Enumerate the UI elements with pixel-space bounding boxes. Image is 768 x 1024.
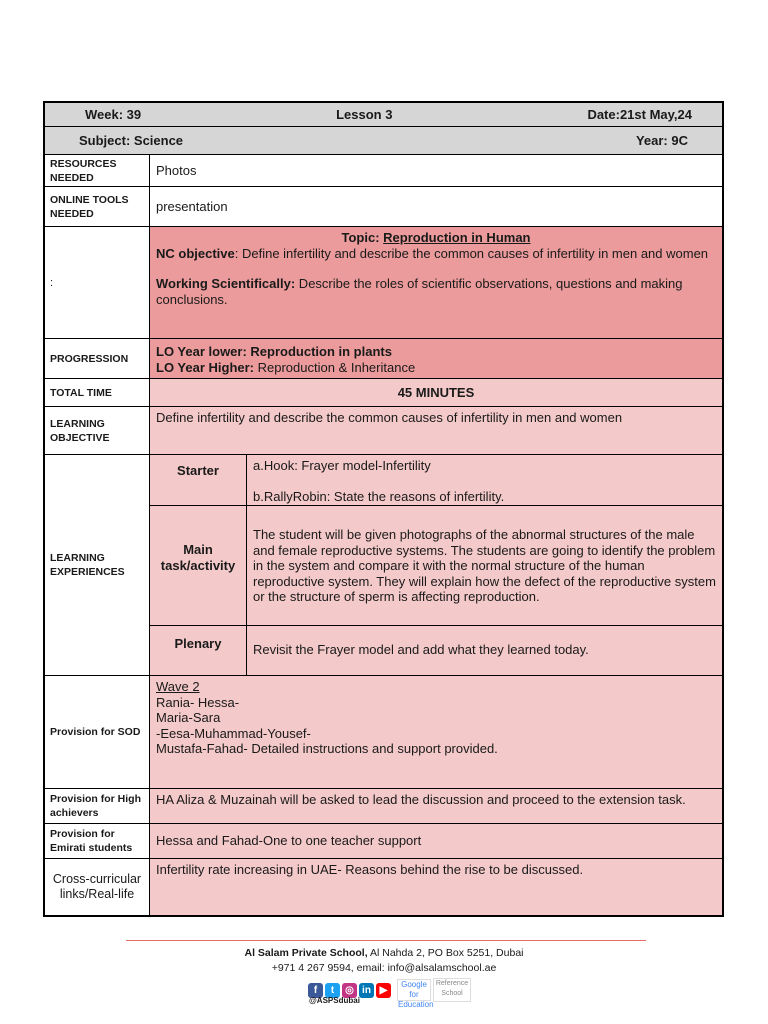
sod-label: Provision for SOD (45, 676, 150, 788)
nc-objective-text: : Define infertility and describe the common causes of infertility in men and women (234, 245, 709, 261)
footer-address-text: Al Nahda 2, PO Box 5251, Dubai (367, 947, 524, 959)
main-task-text: The student will be given photographs of the abnormal structures of the male and female reproductive systems. The students are going to identify the problem in the system and compare it with the normal structure of the human reproductive system. They will explain how the defect of the reproductive system or the structure of sperm is affecting reproduction. (253, 527, 716, 604)
nc-objective (156, 246, 716, 262)
high-achievers-label: Provision for High achievers (45, 789, 150, 823)
learning-experiences-cell (150, 455, 722, 675)
learning-objective-value: Define infertility and describe the common causes of infertility in men and women (150, 407, 722, 454)
instagram-icon[interactable]: ◎ (342, 983, 357, 998)
footer-contact: +971 4 267 9594, email: info@alsalamschool.ae (271, 962, 497, 974)
online-tools-value: presentation (150, 187, 722, 226)
resources-row (45, 155, 722, 187)
sod-cell (150, 676, 722, 788)
topic-title: Reproduction in Human (383, 230, 531, 245)
online-tools-row (45, 187, 722, 227)
working-scientifically-text: Describe the roles of scientific observations, questions and making conclusions. (156, 276, 683, 307)
progression-higher-label: LO Year Higher: (156, 359, 255, 375)
youtube-icon[interactable]: ▶ (376, 983, 391, 998)
topic-heading (156, 230, 716, 246)
main-task-label: Main task/activity (150, 506, 247, 625)
sod-line-4: Mustafa-Fahad- Detailed instructions and support provided. (156, 741, 498, 756)
learning-objective-label: LEARNING OBJECTIVE (45, 407, 150, 454)
topic-cell (150, 227, 722, 338)
sod-row (45, 676, 722, 789)
google-for-education-logo: Google for Education (398, 980, 434, 1009)
total-time-row (45, 379, 722, 407)
header-row (45, 103, 722, 127)
sod-line-3: -Eesa-Muhammad-Yousef- (156, 725, 311, 741)
cross-curricular-row (45, 859, 722, 915)
facebook-icon[interactable]: f (308, 983, 323, 998)
plenary-label: Plenary (150, 626, 247, 675)
subject-label: Subject: Science (79, 133, 184, 148)
starter-cell (247, 455, 722, 505)
footer-divider (126, 940, 646, 941)
emirati-label: Provision for Emirati students (45, 824, 150, 858)
reference-school-badge: Reference School (433, 978, 471, 1002)
social-handle: @ASPSdubai (309, 996, 360, 1005)
progression-row (45, 339, 722, 379)
emirati-value: Hessa and Fahad-One to one teacher support (150, 824, 722, 858)
topic-row-label: : (45, 227, 150, 338)
resources-label: RESOURCES NEEDED (45, 155, 150, 186)
learning-objective-row (45, 407, 722, 455)
topic-prefix: Topic: (341, 230, 380, 245)
online-tools-label: ONLINE TOOLS NEEDED (45, 187, 150, 226)
resources-value: Photos (150, 155, 722, 186)
emirati-row (45, 824, 722, 859)
plenary-text: Revisit the Frayer model and add what they learned today. (253, 642, 589, 657)
cross-curricular-label: Cross-curricular links/Real-life (45, 859, 150, 915)
week-label: Week: 39 (85, 107, 142, 122)
nc-objective-label: NC objective (156, 245, 235, 261)
starter-rallyrobin: b.RallyRobin: State the reasons of infertility. (253, 488, 505, 504)
lesson-label: Lesson 3 (336, 107, 393, 122)
footer-school-name: Al Salam Private School, (244, 947, 368, 959)
progression-label: PROGRESSION (45, 339, 150, 378)
learning-experiences-label: LEARNING EXPERIENCES (45, 455, 150, 675)
subject-row (45, 127, 722, 155)
starter-label: Starter (150, 455, 247, 505)
footer (0, 946, 768, 976)
lesson-plan-table (43, 101, 724, 917)
working-scientifically-label: Working Scientifically: (156, 276, 296, 291)
total-time-value: 45 MINUTES (150, 379, 722, 406)
cross-curricular-value: Infertility rate increasing in UAE- Reasons behind the rise to be discussed. (150, 859, 722, 915)
linkedin-icon[interactable]: in (359, 983, 374, 998)
twitter-icon[interactable]: t (325, 983, 340, 998)
progression-higher-text: Reproduction & Inheritance (254, 359, 416, 375)
progression-cell (150, 339, 722, 378)
topic-row (45, 227, 722, 339)
footer-address (0, 946, 768, 961)
learning-experiences-row (45, 455, 722, 676)
high-achievers-row (45, 789, 722, 824)
main-task-row (150, 506, 722, 626)
starter-row (150, 455, 722, 506)
sod-line-2: Maria-Sara (156, 710, 221, 725)
sod-line-1: Rania- Hessa- (156, 694, 240, 710)
progression-lower: LO Year lower: Reproduction in plants (156, 344, 392, 359)
date-label: Date:21st May,24 (587, 107, 692, 122)
working-scientifically (156, 276, 716, 307)
high-achievers-value: HA Aliza & Muzainah will be asked to lead the discussion and proceed to the extension task. (150, 789, 722, 823)
progression-higher (156, 360, 716, 376)
year-label: Year: 9C (635, 133, 688, 148)
starter-hook: a.Hook: Frayer model-Infertility (253, 458, 431, 473)
sod-wave: Wave 2 (156, 679, 200, 694)
plenary-row (150, 626, 722, 675)
total-time-label: TOTAL TIME (45, 379, 150, 406)
